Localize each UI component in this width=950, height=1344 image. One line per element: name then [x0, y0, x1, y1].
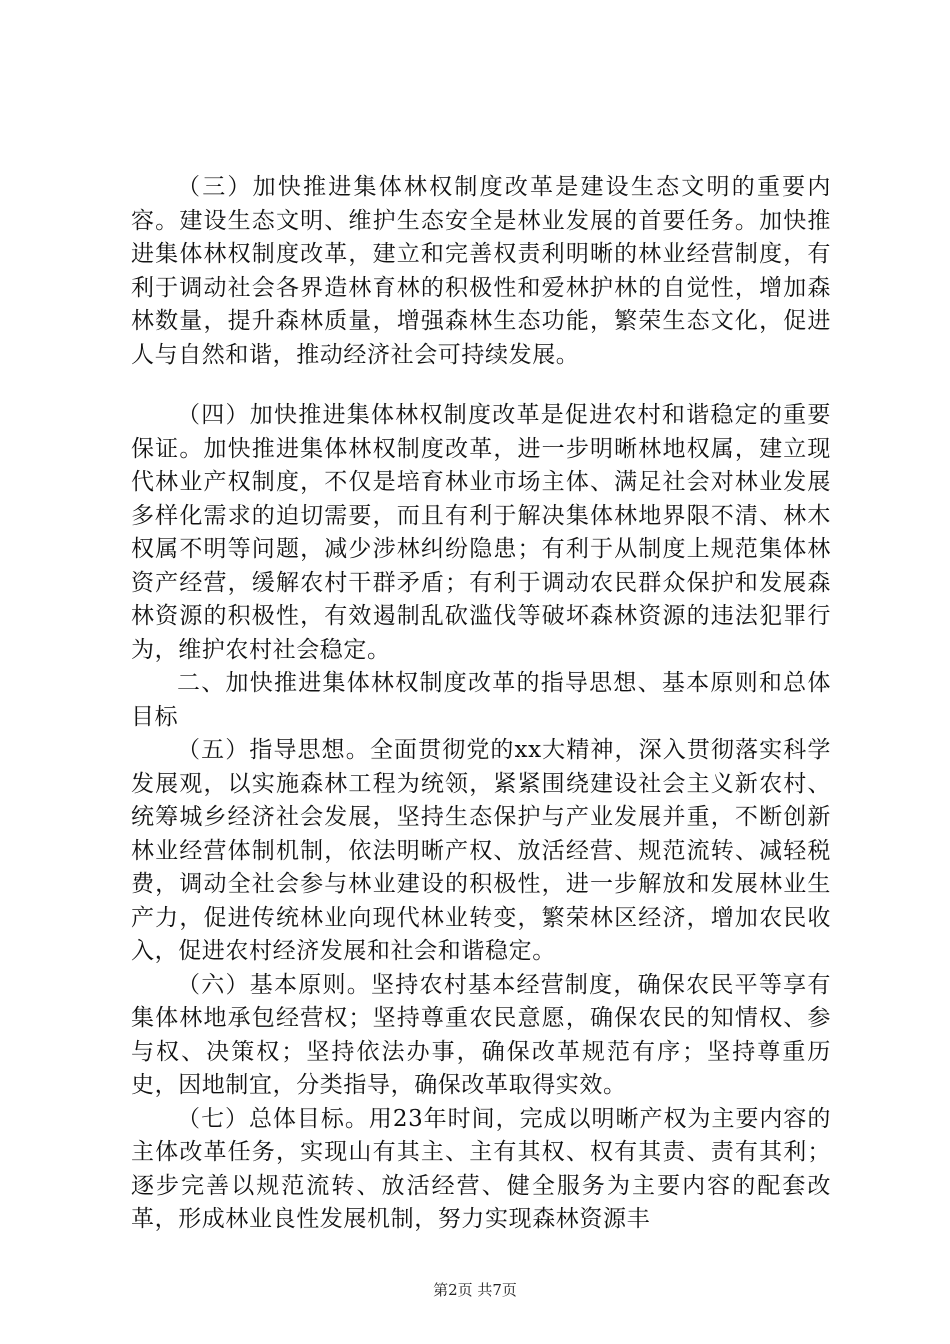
paragraph-6: （六）基本原则。坚持农村基本经营制度，确保农民平等享有集体林地承包经营权；坚持尊重农民意愿，确保农民的知情权、参与权、决策权；坚持依法办事，确保改革规范有序；坚持尊重历史，因地制宜，分类指导，确保改革取得实效。: [131, 971, 831, 1098]
page-footer: 第2页 共7页: [433, 1281, 517, 1299]
section-heading-2: 二、加快推进集体林权制度改革的指导思想、基本原则和总体目标: [131, 670, 831, 730]
paragraph-5: （五）指导思想。全面贯彻党的xx大精神，深入贯彻落实科学发展观，以实施森林工程为统领，紧紧围绕建设社会主义新农村、统筹城乡经济社会发展，坚持生态保护与产业发展并重，不断创新林业经营体制机制，依法明晰产权、放活经营、规范流转、减轻税费，调动全社会参与林业建设的积极性，进一步解放和发展林业生产力，促进传统林业向现代林业转变，繁荣林区经济，增加农民收入，促进农村经济发展和社会和谐稳定。: [131, 737, 831, 964]
document-body: [131, 171, 831, 1237]
paragraph-7: （七）总体目标。用23年时间，完成以明晰产权为主要内容的主体改革任务，实现山有其主、主有其权、权有其责、责有其利；逐步完善以规范流转、放活经营、健全服务为主要内容的配套改革，形成林业良性发展机制，努力实现森林资源丰: [131, 1105, 831, 1232]
paragraph-3: （三）加快推进集体林权制度改革是建设生态文明的重要内容。建设生态文明、维护生态安全是林业发展的首要任务。加快推进集体林权制度改革，建立和完善权责利明晰的林业经营制度，有利于调动社会各界造林育林的积极性和爱林护林的自觉性，增加森林数量，提升森林质量，增强森林生态功能，繁荣生态文化，促进人与自然和谐，推动经济社会可持续发展。: [131, 174, 831, 368]
paragraph-4: （四）加快推进集体林权制度改革是促进农村和谐稳定的重要保证。加快推进集体林权制度改革，进一步明晰林地权属，建立现代林业产权制度，不仅是培育林业市场主体、满足社会对林业发展多样化需求的迫切需要，而且有利于解决集体林地界限不清、林木权属不明等问题，减少涉林纠纷隐患；有利于从制度上规范集体林资产经营，缓解农村干群矛盾；有利于调动农民群众保护和发展森林资源的积极性，有效遏制乱砍滥伐等破坏森林资源的违法犯罪行为，维护农村社会稳定。: [131, 402, 831, 663]
